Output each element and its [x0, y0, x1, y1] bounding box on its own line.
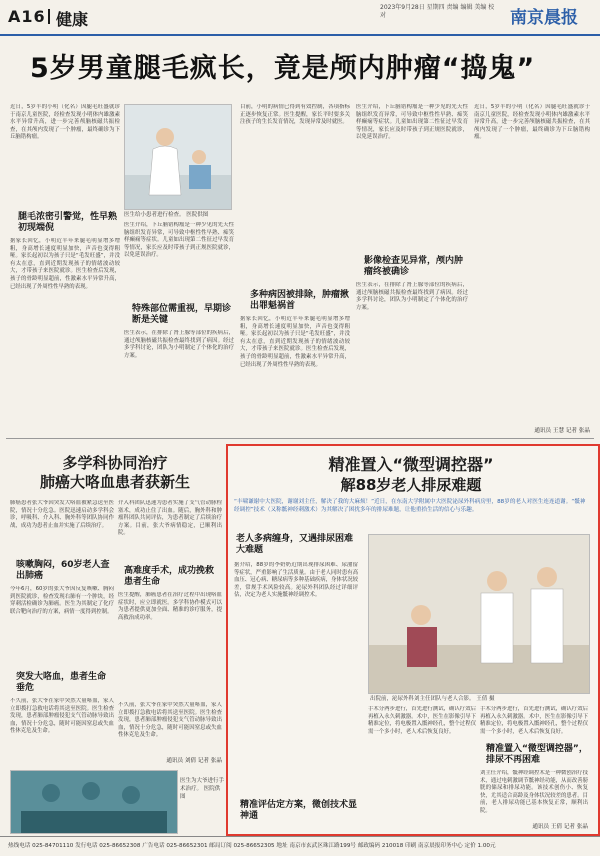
article2-photo	[10, 770, 178, 834]
article2-subhead-1: 咳嗽胸闷，60岁老人查出肺癌	[16, 560, 110, 581]
article1-body-a: 据家长回忆，小明近半年来腿毛明显增多增粗，身高增长速度明显加快，声音也变得粗哑。家长起初以为孩子只是“毛发旺盛”，并没有太在意，直到近期发现孩子的情绪波动较大，才带孩子来医院就诊。医生检查后发现，孩子的骨龄明显超前，性激素水平异常升高，已经出现了外周性性早熟的表现。	[240, 316, 350, 368]
article3-subhead-3: 精准置入“微型调控器”，排尿不再困难	[486, 744, 588, 765]
article1-body-b: 医生介绍，下丘脑错构瘤是一种少见的先天性脑组织发育异常，可导致中枢性性早熟、痴笑样癫痫等症状。儿童如出现第二性征过早发育等情况，家长应及时带孩子到正规医院就诊，以免延误治疗。	[356, 104, 468, 141]
main-headline: 5岁男童腿毛疯长，竟是颅内肿瘤“捣鬼”	[30, 53, 536, 84]
article3-title-line1: 精准置入“微型调控器”	[328, 455, 494, 474]
article2-subhead-2: 突发大咯血，患者生命垂危	[16, 672, 107, 693]
patient-doctors-illustration	[369, 535, 589, 693]
article2-photo-caption: 医生为大爷进行手术治疗。 医院供图	[180, 778, 225, 800]
article1-photo	[124, 104, 232, 210]
article3-photo	[368, 534, 590, 694]
article2-text-4: 医生提醒，肺癌患者在治疗过程中出现咯血症状时，应立即就医。多学科协作模式可以为患者提供更加全面、精准的诊疗服务，提高救治成功率。	[118, 592, 222, 621]
article2-title-line2: 肺癌大咯血患者获新生	[39, 473, 190, 491]
article1-subhead-4: 影像检查见异常，颅内肿瘤终被确诊	[364, 256, 464, 277]
article2-intro: 肺癌患者张大爷因突发大咯血被紧急送至医院，情况十分危急。医院迅速启动多学科会诊，呼吸科、介入科、胸外科等团队协同作战，成功为患者止血并实施了后续治疗。	[10, 500, 114, 529]
article1-intro: 近日，5岁半的小明（化名）因腿毛旺盛就诊于南京儿童医院，经检查发现小明体内雄激素水平异常升高，进一步完善颅脑核磁共振检查，在其颅内发现了一个肿瘤，最终确诊为下丘脑错构瘤。	[10, 104, 120, 141]
page-number: A16	[8, 7, 46, 26]
article2-subhead-4: 高难度手术，成功挽救患者生命	[124, 566, 215, 587]
article1-photo-caption: 医生给小患者进行检查。 医院供图	[124, 212, 209, 218]
article1-subhead-2: 特殊部位需重视，早期诊断是关键	[132, 304, 232, 325]
article1-subhead-1: 腿毛浓密引警觉，性早熟初现端倪	[18, 212, 118, 233]
article1-body-c: 医生表示，在排除了肾上腺等部位的疾病后，通过颅脑核磁共振检查最终找到了病因。经过多学科讨论，团队为小明制定了个体化的治疗方案。	[356, 282, 468, 311]
article1-byline: 通讯员 王慧 记者 张晶	[534, 428, 590, 434]
article2-text-1: 今年6月，60岁的张大爷因反复咳嗽、胸闷到医院就诊，检查发现右肺有一个肿块，经穿刺活检确诊为肺癌。医生为其制定了化疗联合靶向治疗的方案，病情一度得到控制。	[10, 586, 114, 615]
article2-byline: 通讯员 刘倩 记者 张晶	[166, 758, 222, 764]
article3-lead: “丰啸谦谢中大医院，谢谢刘主任，解决了我的大麻烦！”近日，在东南大学附属中大医院泌尿外科病房里，88岁的老人对医生连连道谢。“骶神经调控”技术（又称骶神经刺激术）为其解决了困扰多年的排尿难题，让他重拾生活的信心与乐趣。	[234, 499, 586, 513]
article3-text-1: 据介绍，88岁的李奶奶近期出现排尿困难、尿潴留等症状，严重影响了生活质量。由于老人同时患有高血压、冠心病、糖尿病等多种基础疾病，身体状况较差，常规手术风险较高。泌尿外科团队经过详细评估，决定为老人实施骶神经调控术。	[234, 562, 358, 599]
header-divider	[48, 9, 50, 24]
article1-text-3: 医生表示，在排除了肾上腺等部位的疾病后，通过颅脑核磁共振检查最终找到了病因。经过多学科讨论，团队为小明制定了个体化的治疗方案。	[124, 330, 234, 359]
article3-text-2b: 手术分两步进行，首先进行测试，确认疗效后再植入永久刺激器。术中，医生在影像引导下精准定位，将电极置入骶神经孔，整个过程仅需一个多小时，老人术后恢复良好。	[480, 706, 588, 735]
article3-text-3: 刘主任介绍，骶神经调控术是一种微创治疗技术，通过电刺激调节骶神经功能，从而改善膀胱的储尿和排尿功能。该技术创伤小、恢复快，尤其适合高龄及身体状况较差的患者。目前，老人排尿功能已基本恢复正常，顺利出院。	[480, 770, 588, 814]
header-meta: 2023年9月28日 星期四 责编 编辑 美编 校对	[380, 4, 495, 19]
page-footer: 热线电话 025-84701110 发行电话 025-86652308 广告电话 025-86652301 邮局订阅 025-86652305 地址 南京市玄武区珠江路199号 邮政编码 210018 印刷 南京晨报印务中心 定价 1.00元	[0, 836, 600, 855]
article1-text-1: 据家长回忆，小明近半年来腿毛明显增多增粗，身高增长速度明显加快，声音也变得粗哑。家长起初以为孩子只是“毛发旺盛”，并没有太在意，直到近期发现孩子的情绪波动较大，才带孩子来医院就诊。医生检查后发现，孩子的骨龄明显超前，性激素水平异常升高，已经出现了外周性性早熟的表现。	[10, 238, 120, 290]
article3-text-2: 手术分两步进行，首先进行测试，确认疗效后再植入永久刺激器。术中，医生在影像引导下精准定位，将电极置入骶神经孔，整个过程仅需一个多小时，老人术后恢复良好。	[368, 706, 476, 735]
article2-text-5: 不久前，张大爷在家中突然大量咯血，家人立即拨打急救电话将其送至医院。医生检查发现，患者肺部肿瘤侵犯支气管动脉导致出血，情况十分危急，随时可能因窒息或失血性休克危及生命。	[118, 702, 222, 739]
article2-text-3: 介入科团队迅速为患者实施了支气管动脉栓塞术，成功止住了出血。随后，胸外科和肿瘤科团队共同评估，为患者制定了后续治疗方案。目前，张大爷病情稳定，已顺利出院。	[118, 500, 222, 537]
article3-subhead-1: 老人多病缠身，又遇排尿困难大难题	[236, 534, 354, 555]
surgery-illustration	[11, 771, 177, 833]
article2-text-2: 不久前，张大爷在家中突然大量咯血，家人立即拨打急救电话将其送至医院。医生检查发现，患者肺部肿瘤侵犯支气管动脉导致出血，情况十分危急，随时可能因窒息或失血性休克危及生命。	[10, 698, 114, 735]
article1-body-d: 近日，5岁半的小明（化名）因腿毛旺盛就诊于南京儿童医院，经检查发现小明体内雄激素水平异常升高，进一步完善颅脑核磁共振检查，在其颅内发现了一个肿瘤，最终确诊为下丘脑错构瘤。	[474, 104, 590, 141]
article2-title-line1: 多学科协同治疗	[62, 454, 168, 472]
article1-text-2: 医生介绍，下丘脑错构瘤是一种少见的先天性脑组织发育异常，可导致中枢性性早熟、痴笑样癫痫等症状。儿童如出现第二性征过早发育等情况，家长应及时带孩子到正规医院就诊，以免延误治疗。	[124, 222, 234, 259]
doctor-child-illustration	[125, 105, 231, 209]
article1-text-4: 目前，小明的病情已得到有效控制，各项指标正逐步恢复正常。医生提醒，家长平时要多关注孩子的生长发育情况，发现异常及时就医。	[240, 104, 350, 126]
article3-subhead-2: 精准评估定方案，微创技术显神通	[240, 800, 358, 821]
section-divider	[6, 438, 594, 439]
newspaper-logo: 南京晨报	[510, 8, 578, 28]
section-name: 健康	[56, 10, 89, 29]
article3-photo-caption: 出院前，泌尿外科刘主任团队与老人合影。 王倩 摄	[370, 696, 495, 702]
article1-subhead-3: 多种病因被排除，肿瘤揪出罪魁祸首	[250, 290, 350, 311]
article3-title-line2: 解88岁老人排尿难题	[340, 476, 482, 494]
article3-byline: 通讯员 王倩 记者 张晶	[532, 824, 588, 830]
